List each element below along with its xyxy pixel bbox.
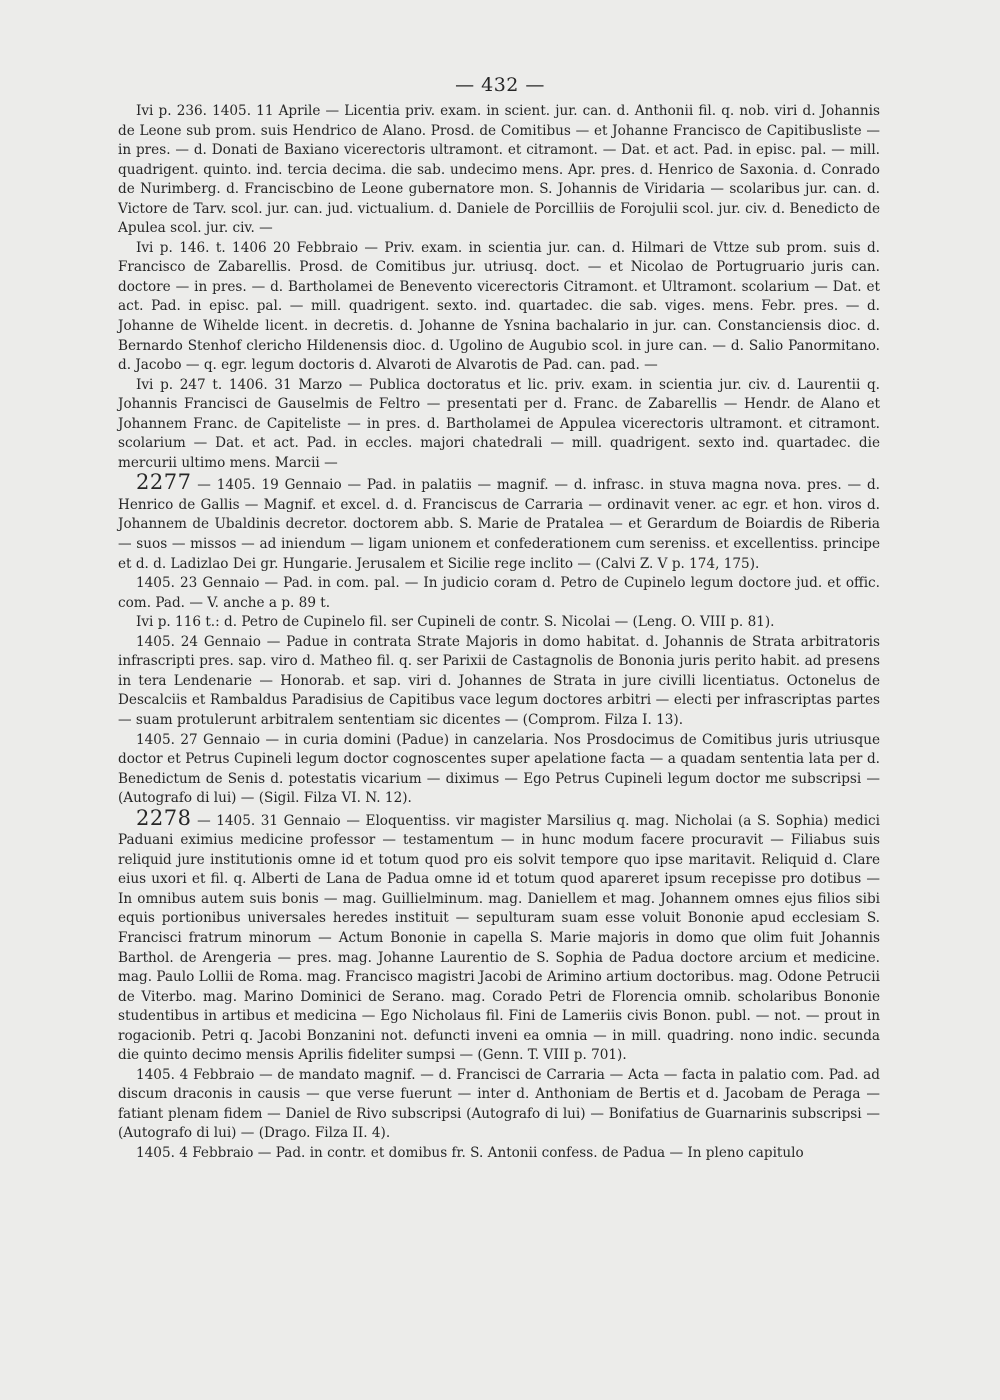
document-number: 2277 <box>136 470 192 495</box>
paragraph <box>118 613 880 633</box>
paragraph-text: 1405. 4 Febbraio — Pad. in contr. et domibus fr. S. Antonii confess. de Padua — In pleno capitulo <box>136 1144 804 1161</box>
paragraph-text: Ivi p. 247 t. 1406. 31 Marzo — Publica doctoratus et lic. priv. exam. in scientia jur. civ. d. Laurentii q. Johannis Francisci de Gauselmis de Feltro — presentati per d. Franc. de Zabarellis — Hendr. de Alano et Johannem Franc. de Capiteliste — in pres. d. Bartholamei de Appulea vicerectoris ultramont. et citramont. scolarium — Dat. et act. Pad. in eccles. majori chatedrali — mill. quadrigent. sexto ind. quartadec. die mercurii ultimo mens. Marcii — <box>118 376 880 471</box>
paragraph <box>118 805 880 1066</box>
paragraph-text: Ivi p. 146. t. 1406 20 Febbraio — Priv. exam. in scientia jur. can. d. Hilmari de Vttze sub prom. suis d. Francisco de Zabarellis. Prosd. de Comitibus jur. utriusq. doct. — et Nicolao de Portugruario juris can. doctore — in pres. — d. Bartholamei de Benevento vicerectoris Citramont. et Ultramont. scolarium — Dat. et act. Pad. in episc. pal. — mill. quadrigent. sexto. ind. quartadec. die sab. viges. mens. Febr. pres. — d. Johanne de Wihelde licent. in decretis. d. Johanne de Ysnina bachalario in jur. can. Constanciensis dioc. d. Bernardo Stenhof clericho Hildenensis dioc. d. Ugolino de Augubio scol. in jure can. — d. Salio Panormitano. d. Jacobo — q. egr. legum doctoris d. Alvaroti de Alvarotis de Pad. can. pad. — <box>118 239 880 374</box>
paragraph <box>118 239 880 376</box>
paragraph <box>118 470 880 574</box>
paragraph <box>118 1066 880 1144</box>
body-text <box>118 102 880 1164</box>
paragraph-text: Ivi p. 116 t.: d. Petro de Cupinelo fil. ser Cupineli de contr. S. Nicolai — (Leng. O. VIII p. 81). <box>136 614 775 631</box>
page-number: — 432 — <box>455 74 545 96</box>
paragraph-text: 1405. 23 Gennaio — Pad. in com. pal. — In judicio coram d. Petro de Cupinelo legum doctore jud. et offic. com. Pad. — V. anche a p. 89 t. <box>118 575 880 611</box>
paragraph <box>118 574 880 613</box>
paragraph <box>118 102 880 239</box>
paragraph <box>118 633 880 731</box>
paragraph-text: 1405. 24 Gennaio — Padue in contrata Strate Majoris in domo habitat. d. Johannis de Strata arbitratoris infrascripti pres. sap. viro d. Matheo fil. q. ser Parixii de Castagnolis de Bononia juris perito habit. ad presens in tera Lendenarie — Honorab. et sap. viri d. Johannes de Strata in jure civilli licentiatus. Octonelus de Descalciis et Rambaldus Paradisius de Capitibus vace legum doctores arbitri — electi per infrascriptas partes — suam protulerunt arbitralem sententiam sic dicentes — (Comprom. Filza I. 13). <box>118 633 880 728</box>
paragraph-text: 1405. 4 Febbraio — de mandato magnif. — d. Francisci de Carraria — Acta — facta in palatio com. Pad. ad discum draconis in causis — que verse fuerunt — inter d. Anthoniam de Bertis et d. Jacobam de Peraga — fatiant plenam fidem — Daniel de Rivo subscripsi (Autografo di lui) — Bonifatius de Guarnarinis subscripsi — (Autografo di lui) — (Drago. Filza II. 4). <box>118 1066 880 1142</box>
paragraph-text: — 1405. 19 Gennaio — Pad. in palatiis — magnif. — d. infrasc. in stuva magna nova. pres. — d. Henrico de Gallis — Magnif. et excel. d. d. Franciscus de Carraria — ordinavit vener. ac egr. et hon. viros d. Johannem de Ubaldinis decretor. doctorem abb. S. Marie de Pratalea — et Gerardum de Boiardis de Riberia — suos — missos — ad iniendum — ligam unionem et confederationem cum sereniss. et excellentiss. principe et d. d. Ladizlao Dei gr. Hungarie. Jerusalem et Sicilie rege inclito — (Calvi Z. V p. 174, 175). <box>118 477 880 572</box>
paragraph <box>118 1144 880 1164</box>
paragraph-text: Ivi p. 236. 1405. 11 Aprile — Licentia priv. exam. in scient. jur. can. d. Anthonii fil. q. nob. viri d. Johannis de Leone sub prom. suis Hendrico de Alano. Prosd. de Comitibus — et Johanne Francisco de Capitibusliste — in pres. — d. Donati de Baxiano vicerectoris ultramont. et citramont. — Dat. et act. Pad. in episc. pal. — mill. quadrigent. quinto. ind. tercia decima. die sab. undecimo mens. Apr. pres. d. Henrico de Saxonia. d. Conrado de Nurimberg. d. Franciscbino de Leone gubernatore mon. S. Johannis de Viridaria — scolaribus jur. can. d. Victore de Tarv. scol. jur. can. jud. victualium. d. Daniele de Porcilliis de Forojulii scol. jur. civ. d. Benedicto de Apulea scol. jur. civ. — <box>118 103 880 237</box>
paragraph-text: — 1405. 31 Gennaio — Eloquentiss. vir magister Marsilius q. mag. Nicholai (a S. Sophia) medici Paduani eximius medicine professor — testamentum — in hunc modum facere procuravit — Filiabus suis reliquid jure institutionis omne id et totum quod pro eis solvit tempore quo ipse maritavit. Reliquid d. Clare eius uxori et fil. q. Alberti de Lana de Padua omne id et totum quod apareret ipsum recepisse pro dotibus — In omnibus autem suis bonis — mag. Guillielminum. mag. Daniellem et mag. Johannem omnes ejus filios sibi equis portionibus universales heredes instituit — sepulturam suam esse voluit Bononie apud ecclesiam S. Francisci fratrum minorum — Actum Bononie in capella S. Marie majoris in domo que olim fuit Johannis Barthol. de Arengeria — pres. mag. Johanne Laurentio de S. Sophia de Padua doctore arcium et medicine. mag. Paulo Lollii de Roma. mag. Francisco magistri Jacobi de Arimino artium doctoribus. mag. Odone Petrucii de Viterbo. mag. Marino Dominici de Serano. mag. Corado Petri de Florencia omnib. scholaribus Bononie studentibus in artibus et medicina — Ego Nicholaus fil. Fini de Lameriis civis Bonon. publ. — not. — prout in rogacionib. Petri q. Jacobi Bonzanini not. defuncti inveni ea omnia — in mill. quadring. nono indic. secunda die quinto decimo mensis Aprilis fideliter sumpsi — (Genn. T. VIII p. 701). <box>118 812 880 1064</box>
document-number: 2278 <box>136 805 192 830</box>
paragraph <box>118 376 880 474</box>
paragraph-text: 1405. 27 Gennaio — in curia domini (Padue) in canzelaria. Nos Prosdocimus de Comitibus juris utriusque doctor et Petrus Cupineli legum doctor cognoscentes super apelatione facta — a quadam sententia lata per d. Benedictum de Senis d. potestatis vicarium — diximus — Ego Petrus Cupineli legum doctor me subscripsi — (Autografo di lui) — (Sigil. Filza VI. N. 12). <box>118 731 880 807</box>
paragraph <box>118 731 880 809</box>
